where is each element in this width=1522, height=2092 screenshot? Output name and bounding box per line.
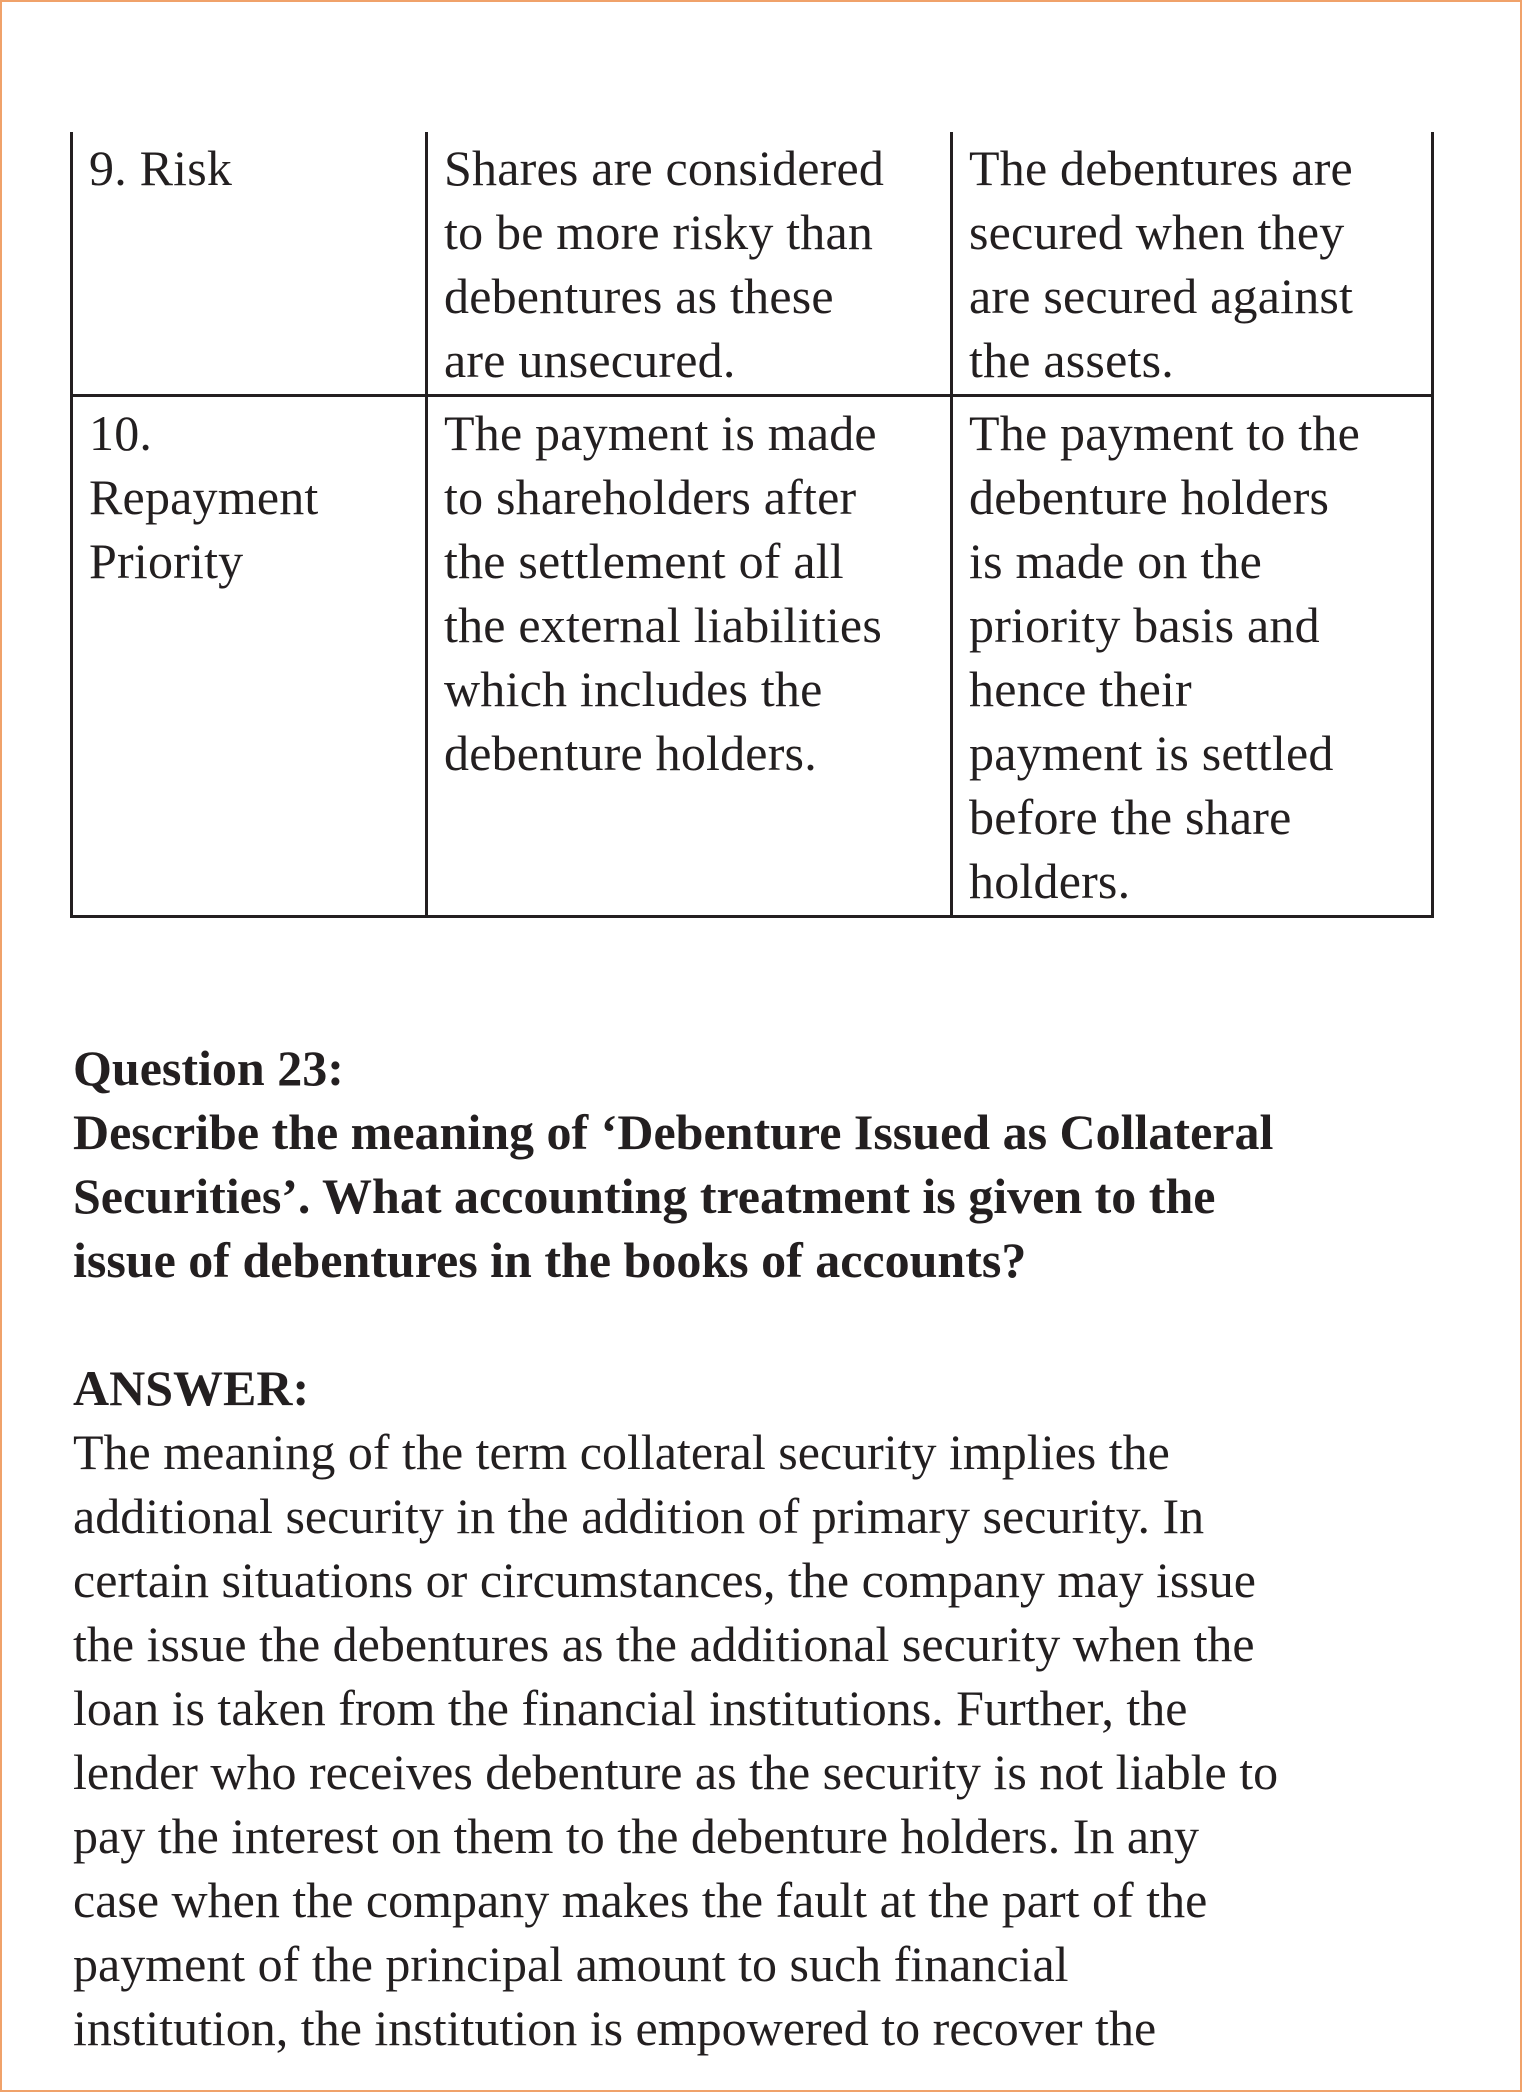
question-line: issue of debentures in the books of accounts?	[73, 1232, 1027, 1288]
shares-cell	[427, 396, 952, 917]
cell-line: Shares are considered	[444, 140, 885, 196]
cell-line: The payment is made	[444, 405, 877, 461]
cell-line: to be more risky than	[444, 204, 874, 260]
shares-cell	[427, 132, 952, 396]
debentures-cell	[952, 396, 1433, 917]
question-line: Securities’. What accounting treatment is given to the	[73, 1168, 1216, 1224]
aspect-cell	[72, 132, 427, 396]
question-section	[73, 1036, 1453, 1292]
cell-line: debentures as these	[444, 268, 834, 324]
answer-line: certain situations or circumstances, the company may issue	[73, 1552, 1256, 1608]
question-line: Describe the meaning of ‘Debenture Issued as Collateral	[73, 1104, 1274, 1160]
answer-line: case when the company makes the fault at the part of the	[73, 1872, 1208, 1928]
cell-line: debenture holders	[969, 469, 1330, 525]
cell-line: priority basis and	[969, 597, 1320, 653]
debentures-cell	[952, 132, 1433, 396]
answer-line: additional security in the addition of primary security. In	[73, 1488, 1205, 1544]
cell-line: the settlement of all	[444, 533, 844, 589]
cell-line: before the share	[969, 789, 1292, 845]
table-row	[72, 132, 1433, 396]
comparison-table	[70, 132, 1434, 918]
answer-heading: ANSWER:	[73, 1360, 310, 1416]
cell-line: The payment to the	[969, 405, 1360, 461]
answer-line: lender who receives debenture as the security is not liable to	[73, 1744, 1279, 1800]
cell-line: Repayment	[89, 469, 319, 525]
cell-line: the assets.	[969, 332, 1174, 388]
answer-line: institution, the institution is empowered to recover the	[73, 2000, 1157, 2056]
answer-line: payment of the principal amount to such financial	[73, 1936, 1069, 1992]
aspect-cell	[72, 396, 427, 917]
cell-line: The debentures are	[969, 140, 1353, 196]
cell-line: debenture holders.	[444, 725, 817, 781]
cell-line: secured when they	[969, 204, 1345, 260]
cell-line: are unsecured.	[444, 332, 736, 388]
cell-line: 9. Risk	[89, 140, 233, 196]
answer-line: The meaning of the term collateral security implies the	[73, 1424, 1170, 1480]
cell-line: is made on the	[969, 533, 1263, 589]
answer-line: loan is taken from the financial institutions. Further, the	[73, 1680, 1188, 1736]
cell-line: which includes the	[444, 661, 823, 717]
cell-line: are secured against	[969, 268, 1354, 324]
answer-line: the issue the debentures as the additional security when the	[73, 1616, 1255, 1672]
question-title: Question 23:	[73, 1040, 344, 1096]
cell-line: payment is settled	[969, 725, 1334, 781]
cell-line: to shareholders after	[444, 469, 857, 525]
cell-line: the external liabilities	[444, 597, 882, 653]
table-row	[72, 396, 1433, 917]
cell-line: hence their	[969, 661, 1192, 717]
answer-line: pay the interest on them to the debenture holders. In any	[73, 1808, 1200, 1864]
cell-line: Priority	[89, 533, 244, 589]
answer-section	[73, 1356, 1463, 2060]
cell-line: 10.	[89, 405, 153, 461]
cell-line: holders.	[969, 853, 1131, 909]
